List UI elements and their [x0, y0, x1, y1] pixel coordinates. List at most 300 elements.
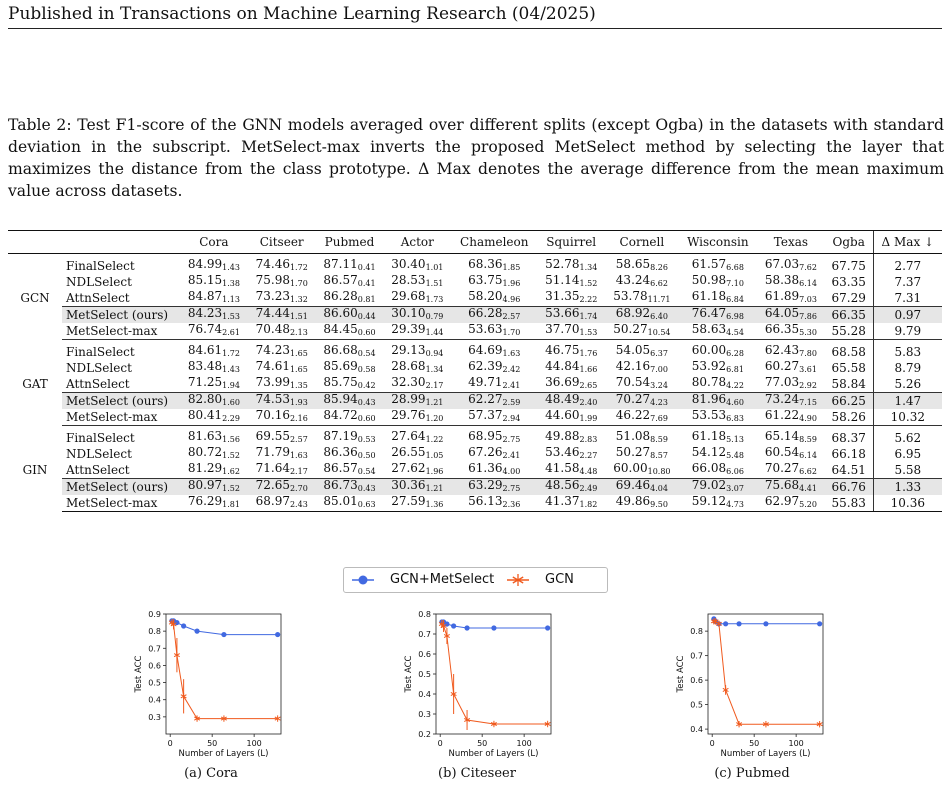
score-std: 6.81: [726, 365, 744, 374]
score-mean: 85.01: [323, 494, 358, 508]
score-mean: 53.53: [691, 408, 727, 422]
score-mean: 28.99: [391, 392, 426, 406]
model-name: FinalSelect: [66, 430, 135, 445]
model-name: NDLSelect: [66, 360, 132, 375]
score-cell: [451, 376, 537, 393]
score-std: 1.38: [222, 279, 240, 288]
score-mean: 67.26: [468, 445, 503, 459]
score-std: 2.83: [579, 435, 598, 444]
y-tick-label: 0.6: [418, 650, 431, 659]
score-cell: [180, 393, 248, 410]
score-mean: 66.35: [831, 307, 866, 322]
table-row: [8, 479, 942, 496]
score-mean: 84.87: [187, 289, 223, 303]
score-std: 1.53: [579, 328, 598, 337]
data-point: [174, 620, 179, 625]
page-header: Published in Transactions on Machine Learning Research (04/2025): [8, 4, 942, 29]
score-mean: 53.46: [545, 445, 580, 459]
score-mean: 69.55: [255, 429, 290, 443]
score-cell: [825, 254, 873, 275]
score-cell: [757, 254, 825, 275]
score-cell: [180, 446, 248, 462]
series-line: [442, 624, 548, 724]
score-std: 4.54: [726, 328, 744, 337]
score-mean: 44.84: [545, 359, 580, 373]
y-tick-label: 0.8: [418, 610, 431, 619]
score-mean: 74.46: [255, 257, 290, 271]
score-mean: 64.05: [764, 306, 800, 320]
score-cell: [248, 290, 316, 307]
score-cell: [383, 290, 451, 307]
score-mean: 60.00: [613, 461, 648, 475]
score-cell: [316, 323, 384, 340]
score-cell: [451, 462, 537, 479]
score-std: 1.81: [222, 500, 240, 509]
score-cell: [825, 360, 873, 376]
score-cell: [537, 360, 605, 376]
score-mean: 50.98: [691, 273, 727, 287]
score-std: 1.43: [222, 263, 240, 272]
score-std: 0.44: [357, 312, 376, 321]
score-mean: 71.25: [187, 375, 223, 389]
x-tick-label: 50: [749, 739, 760, 748]
score-cell: [537, 254, 605, 275]
delta-max-cell: 7.37: [873, 274, 942, 290]
data-point: [545, 625, 550, 630]
delta-max-cell: 8.79: [873, 360, 942, 376]
score-cell: [757, 495, 825, 512]
score-std: 1.51: [289, 312, 308, 321]
score-mean: 81.96: [691, 392, 727, 406]
score-std: 4.73: [726, 500, 744, 509]
score-mean: 62.43: [764, 343, 800, 357]
corner-cell: [62, 231, 180, 254]
score-cell: [679, 426, 757, 447]
table-row: [8, 307, 942, 324]
score-std: 2.65: [579, 381, 598, 390]
score-cell: [679, 446, 757, 462]
results-table: [8, 230, 942, 512]
table-row: [8, 274, 942, 290]
score-cell: [383, 254, 451, 275]
score-mean: 73.23: [255, 289, 290, 303]
data-point: [817, 621, 822, 626]
score-std: 7.10: [726, 279, 744, 288]
column-header: Chameleon: [451, 231, 537, 254]
score-std: 5.30: [799, 328, 817, 337]
table-row: [8, 360, 942, 376]
score-std: 1.93: [289, 398, 308, 407]
score-cell: [757, 446, 825, 462]
score-std: 5.48: [726, 451, 744, 460]
score-cell: [248, 462, 316, 479]
score-cell: [383, 323, 451, 340]
score-std: 5.20: [799, 500, 817, 509]
score-cell: [605, 462, 679, 479]
data-point: [181, 693, 187, 699]
x-tick-label: 100: [246, 739, 262, 748]
score-mean: 29.39: [391, 322, 426, 336]
model-name: MetSelect-max: [62, 495, 180, 512]
score-mean: 70.48: [255, 322, 290, 336]
score-cell: [605, 446, 679, 462]
score-std: 2.16: [289, 414, 308, 423]
model-name: NDLSelect: [66, 446, 132, 461]
score-std: 2.49: [579, 484, 598, 493]
score-std: 4.90: [799, 414, 817, 423]
y-tick-label: 0.7: [690, 651, 703, 661]
score-cell: [537, 323, 605, 340]
score-mean: 58.26: [831, 409, 866, 424]
score-mean: 50.27: [613, 322, 648, 336]
delta-max-cell: 5.83: [873, 340, 942, 361]
score-cell: [383, 495, 451, 512]
score-mean: 36.69: [545, 375, 580, 389]
score-cell: [316, 340, 384, 361]
score-mean: 61.22: [764, 408, 800, 422]
score-mean: 27.62: [391, 461, 426, 475]
score-cell: [316, 290, 384, 307]
score-cell: [451, 446, 537, 462]
score-cell: [248, 393, 316, 410]
score-cell: [383, 340, 451, 361]
score-mean: 30.36: [391, 478, 426, 492]
score-mean: 29.13: [391, 343, 426, 357]
score-std: 1.32: [289, 295, 308, 304]
score-mean: 49.71: [468, 375, 503, 389]
data-point: [736, 621, 741, 626]
score-mean: 86.73: [323, 478, 358, 492]
group-label: GAT: [8, 340, 62, 426]
score-std: 9.50: [650, 500, 668, 509]
score-std: 6.14: [799, 279, 817, 288]
delta-max-cell: 0.97: [873, 307, 942, 324]
score-cell: [757, 360, 825, 376]
score-std: 0.54: [357, 467, 376, 476]
score-std: 1.73: [425, 295, 444, 304]
score-std: 6.62: [799, 467, 817, 476]
score-std: 11.71: [647, 295, 671, 304]
score-mean: 69.46: [615, 478, 651, 492]
model-name: FinalSelect: [66, 344, 135, 359]
data-point: [723, 621, 728, 626]
score-std: 1.72: [289, 263, 308, 272]
score-cell: [605, 254, 679, 275]
score-mean: 64.51: [831, 462, 866, 477]
score-mean: 79.02: [691, 478, 727, 492]
model-name: MetSelect-max: [62, 323, 180, 340]
score-std: 4.04: [650, 484, 668, 493]
y-tick-label: 0.5: [418, 670, 431, 679]
score-std: 1.82: [579, 500, 598, 509]
score-mean: 56.13: [468, 494, 503, 508]
score-std: 1.43: [222, 365, 240, 374]
data-point: [723, 687, 729, 693]
score-mean: 80.78: [691, 375, 727, 389]
delta-max-cell: 6.95: [873, 446, 942, 462]
score-cell: [383, 307, 451, 324]
table-row: [8, 409, 942, 426]
score-mean: 74.23: [255, 343, 290, 357]
score-std: 6.84: [726, 295, 744, 304]
column-header: Texas: [757, 231, 825, 254]
score-cell: [451, 393, 537, 410]
score-cell: [316, 376, 384, 393]
score-mean: 68.95: [468, 429, 503, 443]
x-tick-label: 100: [516, 739, 532, 748]
y-tick-label: 0.5: [148, 678, 161, 688]
score-mean: 80.41: [187, 408, 223, 422]
score-std: 1.85: [502, 263, 521, 272]
score-std: 1.22: [425, 435, 444, 444]
score-cell: [825, 426, 873, 447]
score-cell: [679, 495, 757, 512]
score-std: 6.40: [650, 312, 668, 321]
score-mean: 85.94: [323, 392, 358, 406]
score-cell: [537, 376, 605, 393]
score-mean: 70.54: [615, 375, 651, 389]
score-cell: [679, 393, 757, 410]
score-cell: [757, 479, 825, 496]
score-mean: 77.03: [764, 375, 800, 389]
x-tick-label: 100: [788, 739, 804, 748]
score-mean: 51.08: [615, 429, 651, 443]
score-cell: [451, 340, 537, 361]
y-tick-label: 0.5: [690, 700, 703, 710]
score-cell: [248, 446, 316, 462]
x-tick-label: 0: [167, 739, 173, 748]
score-std: 1.34: [425, 365, 444, 374]
score-std: 4.60: [726, 398, 744, 407]
y-tick-label: 0.6: [148, 661, 161, 671]
score-cell: [451, 254, 537, 275]
score-mean: 27.64: [391, 429, 426, 443]
y-tick-label: 0.3: [418, 710, 431, 719]
score-cell: [383, 409, 451, 426]
score-cell: [180, 254, 248, 275]
score-mean: 86.57: [323, 461, 358, 475]
score-mean: 48.49: [545, 392, 580, 406]
score-mean: 65.58: [831, 360, 866, 375]
score-mean: 73.99: [255, 375, 290, 389]
score-mean: 67.75: [831, 258, 866, 273]
score-mean: 43.24: [615, 273, 651, 287]
score-std: 1.63: [289, 451, 308, 460]
score-mean: 83.48: [187, 359, 223, 373]
score-cell: [825, 376, 873, 393]
score-cell: [605, 409, 679, 426]
score-cell: [248, 254, 316, 275]
score-cell: [757, 323, 825, 340]
score-mean: 27.59: [391, 494, 426, 508]
score-mean: 66.08: [691, 461, 727, 475]
score-cell: [248, 409, 316, 426]
score-cell: [537, 307, 605, 324]
data-point: [444, 633, 450, 639]
score-cell: [537, 393, 605, 410]
y-tick-label: 0.4: [418, 690, 431, 699]
score-std: 1.34: [579, 263, 598, 272]
score-cell: [537, 409, 605, 426]
score-std: 1.99: [579, 414, 598, 423]
score-std: 2.27: [579, 451, 598, 460]
score-mean: 32.30: [391, 375, 426, 389]
score-cell: [248, 360, 316, 376]
score-std: 7.62: [799, 263, 817, 272]
table-row: [8, 462, 942, 479]
score-cell: [757, 290, 825, 307]
score-cell: [605, 323, 679, 340]
score-mean: 71.79: [255, 445, 290, 459]
score-mean: 68.92: [615, 306, 651, 320]
delta-max-cell: 5.62: [873, 426, 942, 447]
subcaption-cora: (a) Cora: [184, 766, 238, 781]
score-std: 1.96: [502, 279, 521, 288]
score-cell: [451, 426, 537, 447]
score-std: 10.80: [647, 467, 671, 476]
score-std: 1.76: [579, 349, 598, 358]
score-mean: 70.16: [255, 408, 290, 422]
score-mean: 61.18: [691, 429, 727, 443]
score-cell: [383, 479, 451, 496]
score-mean: 31.35: [545, 289, 580, 303]
score-std: 1.52: [222, 451, 240, 460]
score-cell: [316, 393, 384, 410]
y-tick-label: 0.2: [418, 730, 431, 739]
score-std: 0.60: [357, 328, 376, 337]
table-row: [8, 426, 942, 447]
series-line: [714, 621, 820, 724]
table-row: [8, 495, 942, 512]
score-mean: 66.35: [764, 322, 800, 336]
score-mean: 86.36: [323, 445, 358, 459]
plot-pubmed: [672, 610, 832, 764]
legend-label-metselect: GCN+MetSelect: [390, 572, 495, 587]
score-mean: 58.20: [468, 289, 503, 303]
score-mean: 68.97: [255, 494, 290, 508]
score-std: 1.53: [222, 312, 240, 321]
score-std: 2.17: [289, 467, 308, 476]
score-std: 4.41: [799, 484, 817, 493]
table-row: [8, 446, 942, 462]
model-name: MetSelect (ours): [62, 307, 180, 324]
score-mean: 41.58: [545, 461, 580, 475]
score-mean: 58.84: [831, 376, 866, 391]
score-mean: 58.38: [764, 273, 800, 287]
y-tick-label: 0.6: [690, 676, 703, 686]
y-axis-label: Test ACC: [404, 655, 414, 693]
score-cell: [180, 290, 248, 307]
y-tick-label: 0.9: [148, 610, 161, 619]
score-cell: [180, 307, 248, 324]
score-cell: [825, 323, 873, 340]
column-header: Cornell: [605, 231, 679, 254]
score-cell: [537, 446, 605, 462]
score-cell: [605, 376, 679, 393]
score-std: 1.65: [289, 349, 308, 358]
score-mean: 61.18: [691, 289, 727, 303]
score-mean: 87.19: [323, 429, 358, 443]
score-cell: [605, 307, 679, 324]
score-mean: 41.37: [545, 494, 580, 508]
score-std: 0.54: [357, 349, 376, 358]
table-row: [8, 393, 942, 410]
y-axis-label: Test ACC: [134, 655, 144, 693]
x-axis-label: Number of Layers (L): [448, 749, 539, 759]
score-cell: [537, 290, 605, 307]
score-mean: 84.23: [187, 306, 223, 320]
score-mean: 29.68: [391, 289, 426, 303]
score-mean: 37.70: [545, 322, 580, 336]
score-std: 2.70: [289, 484, 308, 493]
score-cell: [679, 307, 757, 324]
score-std: 4.22: [726, 381, 744, 390]
score-cell: [605, 360, 679, 376]
table-row: [8, 290, 942, 307]
group-label: GIN: [8, 426, 62, 512]
score-std: 1.51: [425, 279, 444, 288]
score-std: 6.68: [726, 263, 744, 272]
x-tick-label: 0: [709, 739, 715, 748]
score-cell: [248, 495, 316, 512]
score-std: 1.62: [222, 467, 240, 476]
score-cell: [537, 426, 605, 447]
delta-max-cell: 2.77: [873, 254, 942, 275]
score-mean: 28.68: [391, 359, 426, 373]
x-axis-label: Number of Layers (L): [178, 749, 269, 759]
score-mean: 86.60: [323, 306, 358, 320]
score-std: 1.05: [425, 451, 444, 460]
score-std: 4.96: [502, 295, 521, 304]
score-std: 2.57: [502, 312, 521, 321]
score-std: 2.59: [502, 398, 521, 407]
score-cell: [825, 393, 873, 410]
score-mean: 62.27: [468, 392, 503, 406]
delta-max-cell: 10.32: [873, 409, 942, 426]
score-mean: 70.27: [615, 392, 651, 406]
data-point: [221, 632, 226, 637]
score-cell: [605, 393, 679, 410]
score-std: 3.07: [726, 484, 744, 493]
score-mean: 85.75: [323, 375, 358, 389]
plot-cora: [130, 610, 290, 764]
data-point: [444, 621, 449, 626]
score-mean: 53.66: [545, 306, 580, 320]
delta-max-cell: 7.31: [873, 290, 942, 307]
score-cell: [537, 274, 605, 290]
score-cell: [383, 274, 451, 290]
model-name: NDLSelect: [66, 274, 132, 289]
score-std: 1.52: [579, 279, 598, 288]
score-std: 6.28: [726, 349, 744, 358]
score-mean: 76.29: [187, 494, 223, 508]
score-std: 8.26: [650, 263, 668, 272]
score-mean: 60.27: [764, 359, 800, 373]
score-mean: 84.99: [187, 257, 223, 271]
score-std: 4.00: [502, 467, 521, 476]
score-cell: [679, 323, 757, 340]
delta-max-cell: 5.58: [873, 462, 942, 479]
score-cell: [605, 340, 679, 361]
score-cell: [248, 307, 316, 324]
group-label: GCN: [8, 254, 62, 340]
score-std: 1.94: [222, 381, 240, 390]
score-cell: [248, 340, 316, 361]
score-std: 7.03: [799, 295, 817, 304]
score-std: 1.66: [579, 365, 598, 374]
score-std: 2.43: [289, 500, 308, 509]
score-mean: 86.68: [323, 343, 358, 357]
